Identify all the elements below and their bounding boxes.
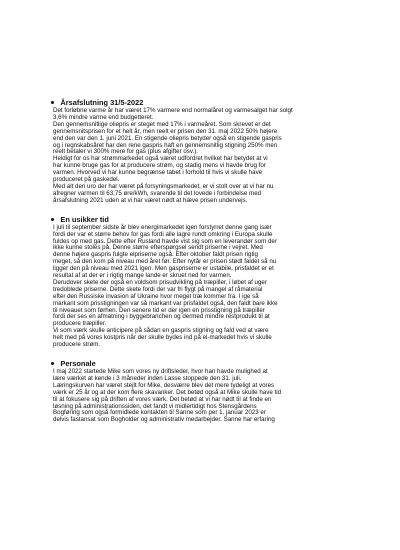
- paragraph-line: til niveauet som førhen. Den senere tid er der igen en prisstigning på træpiller: [53, 306, 265, 314]
- paragraph-line: løsning på administrationssiden, det fandt vi midlertidigt hos Stensgårdens: [53, 402, 257, 410]
- paragraph-line: meget, så den kom på niveau med året før. Efter nytår er prisen stødt faldet så nu: [53, 258, 277, 266]
- paragraph-line: værk er 25 år og at der kom flere skavanker. Det betød også at Mike skulle have tid: [53, 388, 282, 396]
- bullet-icon: [51, 218, 54, 221]
- heading-text: Personale: [60, 359, 96, 368]
- bullet-icon: [51, 362, 54, 365]
- paragraph-line: gennemsnitsprisen for et helt år, men reelt er prisen den 31. maj 2022 50% højere: [53, 127, 278, 135]
- paragraph-line: Bogføring som også formidlede kontakten til Sanne som per 1. januar 2023 er: [53, 409, 266, 417]
- paragraph-line: Den gennemsnitlige oliepris er steget med 17% i varmeåret. Som skrevet er det: [53, 120, 271, 128]
- heading-text: Årsafslutning 31/5-2022: [60, 98, 144, 107]
- paragraph-line: Med alt den uro der har været på forsyningsmarkedet, er vi stolt over at vi har nu: [53, 182, 274, 190]
- paragraph-line: producere strøm.: [53, 341, 101, 349]
- paragraph-line: til at fokusere sig på driften af vores værk. Det betød at vi har nødt til at finde en: [53, 395, 272, 403]
- section-heading: [51, 215, 360, 225]
- section-personnel: [53, 359, 360, 424]
- paragraph-line: fuldes op med gas. Dette efter Rusland havde vist sig som en leverandør som der: [53, 237, 277, 245]
- paragraph-line: delvis fastansat som Bogholder og administrativ medarbejder. Sanne har erfaring: [53, 416, 275, 424]
- paragraph-line: reelt betaler vi 300% mere for gas (plus afgifter osv.).: [53, 148, 199, 156]
- paragraph-line: helt med på vores kostpris når der skulle bydes ind på el-markedet hvis vi skulle: [53, 334, 272, 342]
- paragraph-line: end den var den 1. juni 2021. En stigende oliepris betyder også en stigende gaspris: [53, 134, 282, 142]
- paragraph-line: produceret på gaskedel.: [53, 176, 120, 184]
- paragraph-line: årsafslutning 2021 uden at vi har været nødt at hæve prisen undervejs.: [53, 196, 248, 204]
- bullet-icon: [51, 101, 54, 104]
- paragraph-line: afregner varmen til 63,75 øre/kWh, svarende til det lovede i forbindelse med: [53, 189, 262, 197]
- paragraph-line: 3,6% mindre varme end budgetteret.: [53, 113, 154, 121]
- paragraph-line: Det forløbne varme år har været 17% varmere end normalåret og varmesalget har solgt: [53, 107, 293, 114]
- paragraph-line: har kunne bruge gas for at producere strøm, og stadig mens vi havde brug for: [53, 162, 266, 170]
- paragraph-line: Vi som værk skulle anticipere på sådan en gaspris stigning og fald ved at være: [53, 327, 269, 335]
- section-uncertain-times: [53, 215, 360, 349]
- paragraph-line: producere træpiller.: [53, 320, 107, 328]
- paragraph-line: I maj 2022 startede Mike som vores ny driftsleder, hvor han havde mulighed at: [53, 368, 268, 375]
- paragraph-line: Heldigt for os har strømmarkedet også været udfordret hvilket har betydet at vi: [53, 155, 268, 163]
- paragraph-line: fordi der var et større behov for gas fordi alle lagre rundt omkring i Europa skulle: [53, 230, 273, 238]
- section-year-end: [53, 98, 360, 205]
- paragraph-line: ikke kunne stoles på. Denne større efterspørgsel sendt priserne i vejret. Med: [53, 244, 263, 252]
- paragraph-line: varmen. Hvorved vi har kunne begrænse tabet i forhold til hvis vi skulle have: [53, 169, 263, 177]
- paragraph-line: lære værket at kende i 3 måneder inden Lasse stoppede den 31. juli.: [53, 374, 242, 382]
- paragraph-line: Derudover skete der også en voldsom prisudvikling på træpiller, i løbet af uger: [53, 278, 267, 286]
- paragraph-line: denne højere gaspris fulgte elpriserne også. Efter oktober faldt prisen rigtig: [53, 251, 258, 259]
- paragraph-line: resultat af at der er i rigtig mange lande er skruet ned for varmen.: [53, 272, 232, 280]
- heading-text: En usikker tid: [60, 214, 109, 224]
- paragraph-line: markant som prisstigningen var så markant var prisfaldet også, den faldt bare ikke: [53, 299, 278, 307]
- paragraph-line: tredoblede priserne. Dette skete fordi der var fri flygt på mangel af råmaterial: [53, 285, 263, 293]
- paragraph-line: ligger den på niveau med 2021 igen. Men gaspriserne er ustabile, prisfaldet er et: [53, 265, 274, 273]
- paragraph-line: I juli til september sidste år blev energimarkedet igen forstyrret denne gang især: [53, 223, 272, 231]
- paragraph-line: og i regnskabsåret har den rene gaspris haft en gennemsnitlig stigning 250% men: [53, 141, 278, 149]
- paragraph-line: fordi der ses en afmatning i byggebranchen og dermed mindre restprodukt til at: [53, 313, 270, 321]
- paragraph-line: efter den Russiske invasion af Ukraine hvor meget træ kommer fra. I ige så: [53, 292, 259, 300]
- paragraph-line: Læringskurven har været stejlt for Mike, desværre blev det mere tydeligt at vores: [53, 381, 275, 389]
